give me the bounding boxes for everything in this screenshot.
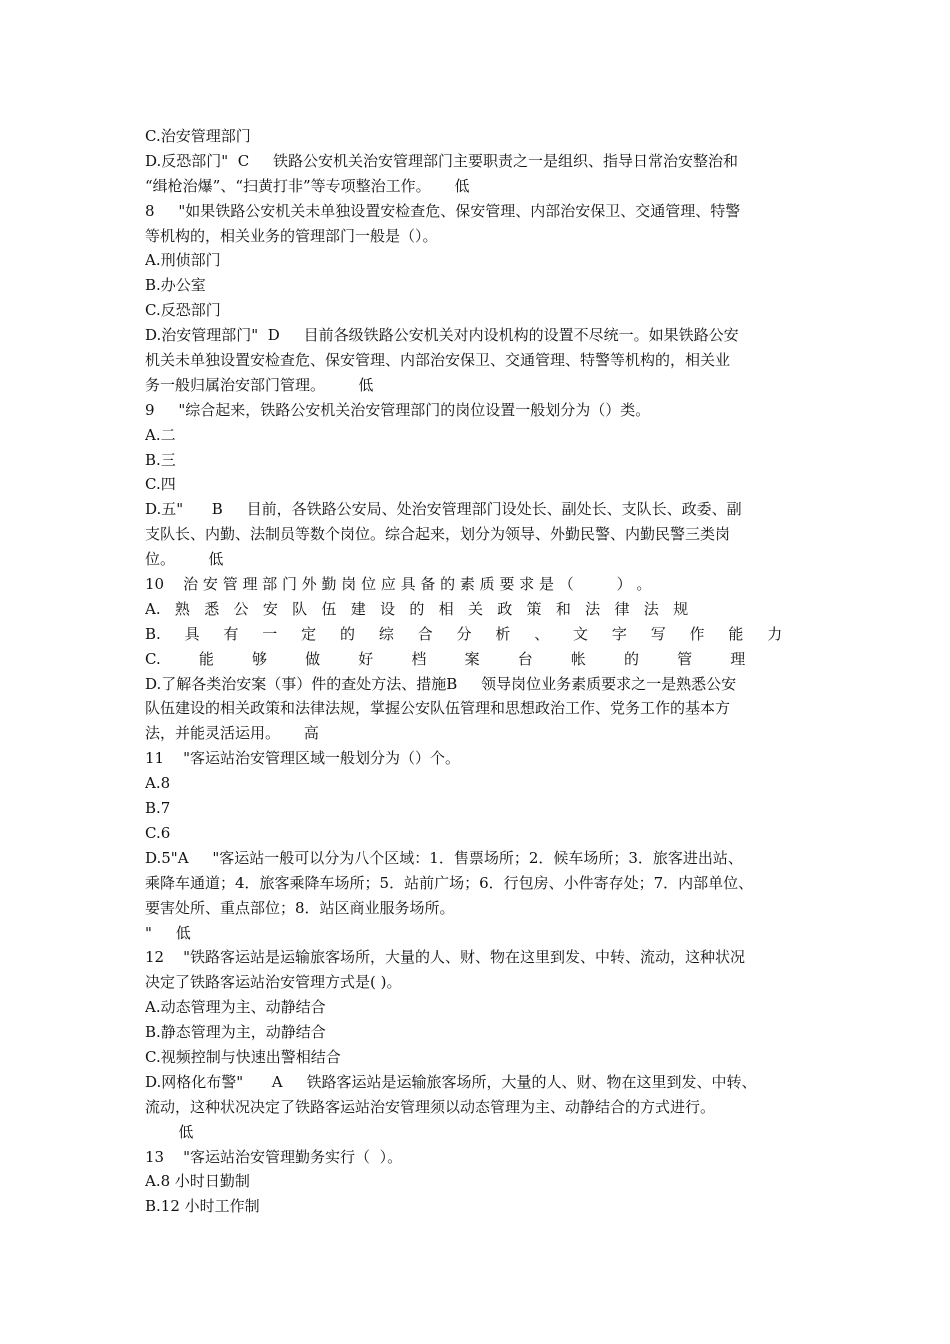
text-line: D.5"A "客运站一般可以分为八个区域：1．售票场所；2．候车场所；3．旅客进出站、: [145, 848, 743, 867]
text-line: 机关未单独设置安检查危、保安管理、内部治安保卫、交通管理、特警等机构的，相关业: [145, 351, 731, 370]
text-line: A. 熟 悉 公 安 队 伍 建 设 的 相 关 政 策 和 法 律 法 规: [145, 599, 689, 618]
text-line: 支队长、内勤、法制员等数个岗位。综合起来，划分为领导、外勤民警、内勤民警三类岗: [145, 525, 731, 544]
text-line: “缉枪治爆”、“扫黄打非”等专项整治工作。 低: [145, 176, 470, 195]
text-line: B.12 小时工作制: [145, 1197, 260, 1216]
text-line: D.五" B 目前，各铁路公安局、处治安管理部门设处长、副处长、支队长、政委、副: [145, 500, 742, 519]
text-line: 低: [145, 1122, 194, 1141]
text-line: 要害处所、重点部位；8．站区商业服务场所。: [145, 898, 455, 917]
text-line: 8 "如果铁路公安机关未单独设置安检查危、保安管理、内部治安保卫、交通管理、特警: [145, 201, 741, 220]
text-line: C.治安管理部门: [145, 127, 251, 145]
text-line: C.反恐部门: [145, 301, 221, 320]
text-line: 位。 低: [145, 550, 224, 569]
text-line: A.8: [145, 774, 171, 793]
document-body: [145, 124, 810, 1219]
text-line: D.了解各类治安案（事）件的查处方法、措施B 领导岗位业务素质要求之一是熟悉公安: [145, 674, 737, 693]
text-line: 12 "铁路客运站是运输旅客场所，大量的人、财、物在这里到发、中转、流动，这种状况: [145, 948, 746, 967]
text-line: " 低: [145, 923, 191, 942]
text-line: 流动，这种状况决定了铁路客运站治安管理须以动态管理为主、动静结合的方式进行。: [145, 1097, 716, 1116]
text-line: 10 治 安 管 理 部 门 外 勤 岗 位 应 具 备 的 素 质 要 求 是 （ ） 。: [145, 575, 652, 594]
text-line: 务一般归属治安部门管理。 低: [145, 375, 374, 394]
text-line: D.反恐部门" C 铁路公安机关治安管理部门主要职责之一是组织、指导日常治安整治和: [145, 151, 739, 170]
text-line: 队伍建设的相关政策和法律法规，掌握公安队伍管理和思想政治工作、党务工作的基本方: [145, 699, 731, 718]
text-line: C.四: [145, 475, 176, 494]
text-line: A.刑侦部门: [145, 251, 221, 270]
text-line: 乘降车通道；4．旅客乘降车场所；5．站前广场；6．行包房、小件寄存处；7．内部单位、: [145, 873, 754, 892]
text-line: A.动态管理为主、动静结合: [145, 998, 326, 1017]
text-line: D.治安管理部门" D 目前各级铁路公安机关对内设机构的设置不尽统一。如果铁路公安: [145, 326, 739, 345]
text-line: A.8 小时日勤制: [145, 1172, 250, 1191]
text-line: C.6: [145, 823, 171, 842]
text-line: C. 能 够 做 好 档 案 台 帐 的 管 理: [145, 649, 746, 668]
text-line: B.三: [145, 450, 176, 469]
text-line: 11 "客运站治安管理区域一般划分为（）个。: [145, 749, 461, 768]
text-line: 法，并能灵活运用。 高: [145, 724, 319, 743]
text-line: 决定了铁路客运站治安管理方式是( )。: [145, 973, 402, 992]
text-line: D.网格化布警" A 铁路客运站是运输旅客场所，大量的人、财、物在这里到发、中转、: [145, 1072, 757, 1091]
text-line: A.二: [145, 425, 176, 444]
text-line: 等机构的，相关业务的管理部门一般是（）。: [145, 226, 438, 245]
text-line: B.7: [145, 799, 171, 818]
text-line: 9 "综合起来，铁路公安机关治安管理部门的岗位设置一般划分为（）类。: [145, 400, 651, 419]
text-line: B. 具 有 一 定 的 综 合 分 析 、 文 字 写 作 能 力: [145, 624, 783, 643]
text-line: B.静态管理为主，动静结合: [145, 1023, 326, 1042]
text-line: 13 "客运站治安管理勤务实行（ ）。: [145, 1147, 403, 1166]
text-line: C.视频控制与快速出警相结合: [145, 1047, 341, 1066]
text-line: B.办公室: [145, 276, 206, 295]
